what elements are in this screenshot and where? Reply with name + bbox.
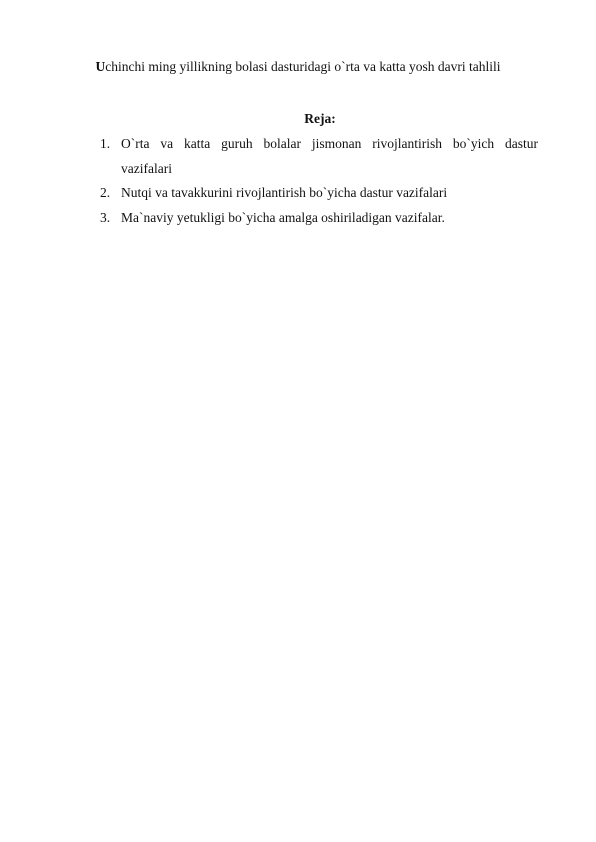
title-first-letter: U <box>95 59 106 74</box>
plan-item-text-line2: vazifalari <box>121 160 172 176</box>
plan-item-text: Ma`naviy yetukligi bo`yicha amalga oshiriladigan vazifalar. <box>121 209 445 225</box>
plan-list-item <box>100 132 538 181</box>
plan-item-text: Nutqi va tavakkurini rivojlantirish bo`yicha dastur vazifalari <box>121 185 448 200</box>
plan-item-text-line1: O`rta va katta guruh bolalar jismonan rivojlantirish bo`yich dastur <box>121 136 538 151</box>
plan-item-number: 2. <box>100 185 111 200</box>
plan-item-number: 3. <box>100 209 111 225</box>
plan-list-item <box>100 181 538 206</box>
plan-list <box>100 132 538 230</box>
plan-list-item <box>100 206 538 231</box>
document-title <box>0 57 596 77</box>
plan-item-number: 1. <box>100 136 111 151</box>
title-text: chinchi ming yillikning bolasi dasturidagi o`rta va katta yosh davri tahlili <box>105 59 501 74</box>
plan-heading: Reja: <box>304 111 336 126</box>
